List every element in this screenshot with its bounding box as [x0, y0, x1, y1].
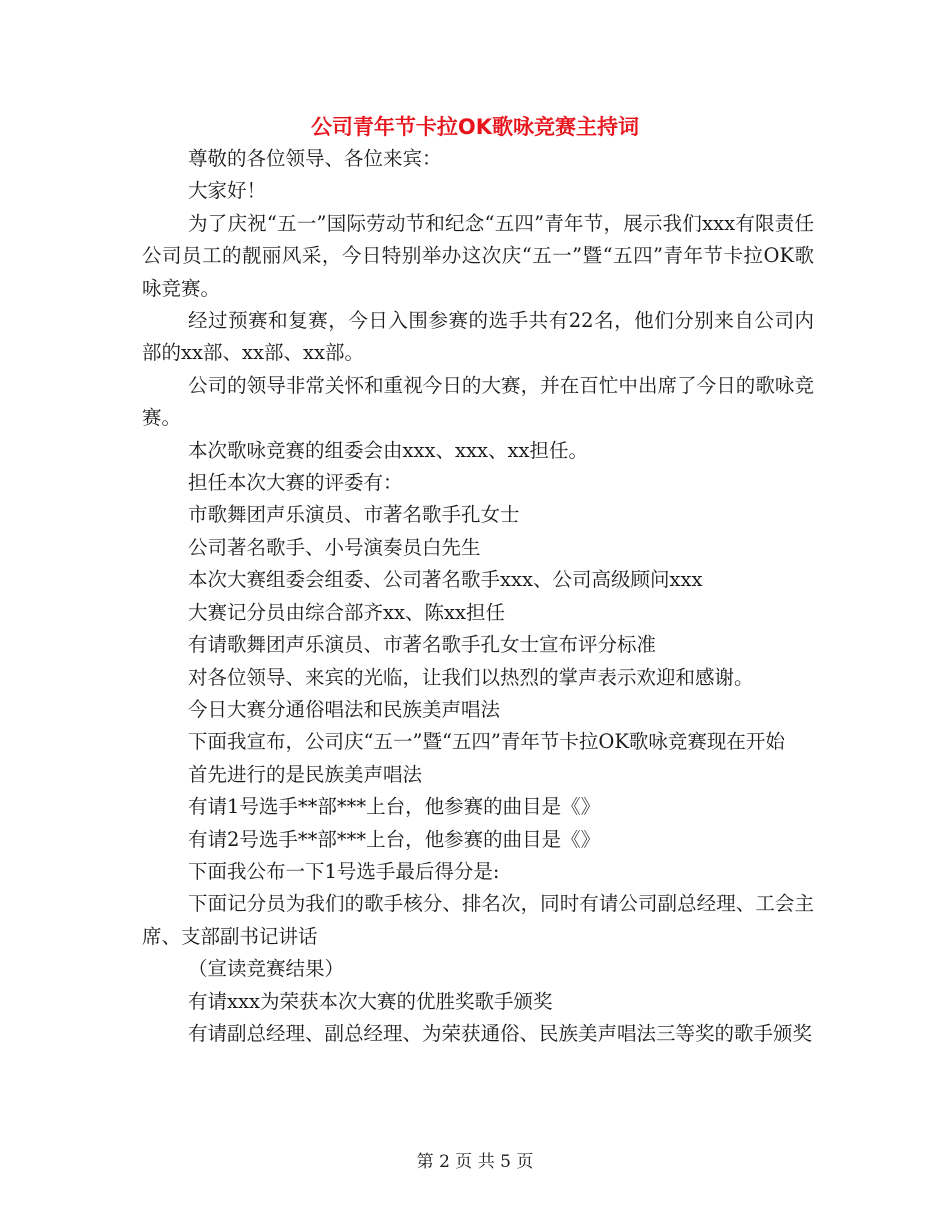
paragraph: 为了庆祝“五一”国际劳动节和纪念“五四”青年节，展示我们xxx有限责任公司员工的靓丽风采，今日特别举办这次庆“五一”暨“五四”青年节卡拉OK歌咏竞赛。: [142, 211, 814, 300]
paragraph: 市歌舞团声乐演员、市著名歌手孔女士: [188, 503, 520, 527]
paragraph: 公司的领导非常关怀和重视今日的大赛，并在百忙中出席了今日的歌咏竞赛。: [142, 373, 814, 430]
paragraph: 公司著名歌手、小号演奏员白先生: [188, 535, 481, 559]
paragraph: 本次歌咏竞赛的组委会由xxx、xxx、xx担任。: [188, 438, 588, 462]
paragraph: 对各位领导、来宾的光临，让我们以热烈的掌声表示欢迎和感谢。: [188, 665, 754, 689]
paragraph: 今日大赛分通俗唱法和民族美声唱法: [188, 697, 501, 721]
paragraph: 大赛记分员由综合部齐xx、陈xx担任: [188, 600, 505, 624]
paragraph: 尊敬的各位领导、各位来宾：: [188, 147, 442, 170]
paragraph: 下面记分员为我们的歌手核分、排名次，同时有请公司副总经理、工会主席、支部副书记讲话: [142, 892, 814, 948]
paragraph: 有请1号选手**部***上台，他参赛的曲目是《》: [188, 795, 601, 819]
document-body: [142, 143, 814, 1050]
paragraph: 下面我宣布，公司庆“五一”暨“五四”青年节卡拉OK歌咏竞赛现在开始: [188, 730, 785, 754]
paragraph: 本次大赛组委会组委、公司著名歌手xxx、公司高级顾问xxx: [188, 568, 703, 592]
paragraph: 有请副总经理、副总经理、为荣获通俗、民族美声唱法三等奖的歌手颁奖: [188, 1021, 813, 1045]
paragraph: 大家好！: [188, 179, 267, 203]
paragraph: 有请xxx为荣获本次大赛的优胜奖歌手颁奖: [188, 989, 553, 1013]
paragraph: （宣读竞赛结果）: [188, 957, 345, 981]
paragraph: 有请2号选手**部***上台，他参赛的曲目是《》: [188, 827, 601, 851]
page-footer: 第 2 页 共 5 页: [416, 1152, 534, 1172]
paragraph: 经过预赛和复赛，今日入围参赛的选手共有22名，他们分别来自公司内部的xx部、xx部、xx部。: [142, 309, 814, 365]
paragraph: 有请歌舞团声乐演员、市著名歌手孔女士宣布评分标准: [188, 633, 657, 657]
document-title: 公司青年节卡拉OK歌咏竞赛主持词: [310, 115, 640, 139]
paragraph: 担任本次大赛的评委有：: [188, 471, 403, 495]
paragraph: 首先进行的是民族美声唱法: [188, 762, 423, 786]
paragraph: 下面我公布一下1号选手最后得分是:: [188, 859, 500, 883]
